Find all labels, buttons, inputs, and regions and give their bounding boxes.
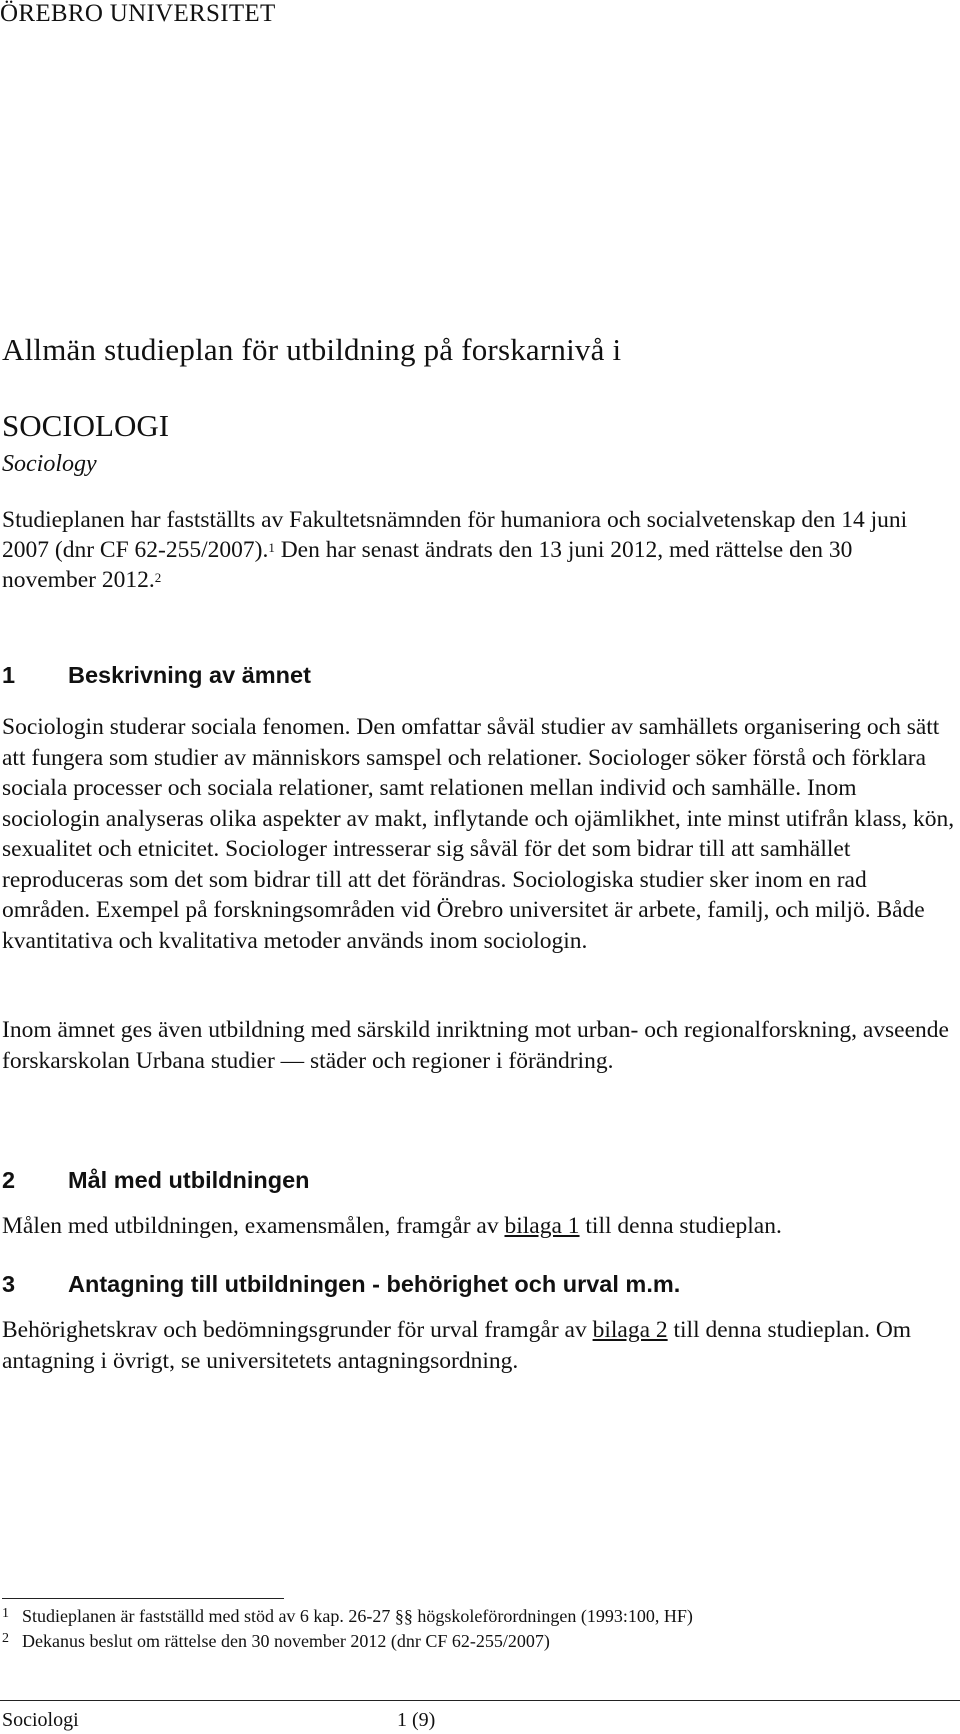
page-number: 1 (9) [397, 1709, 436, 1731]
intro-text-2: Den har senast ändrats den 13 juni 2012, med rättelse den 30 november 2012. [2, 537, 853, 593]
section-2-text-end: till denna studieplan. [579, 1213, 782, 1239]
footnote-2 [2, 1629, 550, 1653]
footer-rule [0, 1700, 960, 1701]
section-1-paragraph-2: Inom ämnet ges även utbildning med särskild inriktning mot urban- och regionalforskning, avseende forskarskolan Urbana studier — städer och regioner i förändring. [2, 1017, 949, 1074]
document-title: Allmän studieplan för utbildning på forskarnivå i [2, 332, 622, 367]
footnote-separator [2, 1598, 284, 1599]
footnote-1-text-end: högskoleförordningen (1993:100, HF) [412, 1606, 693, 1626]
section-3-text-end: till denna studieplan. Om antagning i övrigt, se universitetets antagningsordning. [2, 1317, 912, 1374]
footer-subject: Sociologi [2, 1709, 79, 1731]
university-header: ÖREBRO UNIVERSITET [0, 0, 276, 27]
subject-title: SOCIOLOGI [2, 408, 170, 443]
section-2-text: Målen med utbildningen, examensmålen, framgår av [2, 1213, 505, 1239]
intro-paragraph [2, 505, 952, 595]
bilaga-2-link[interactable]: bilaga 2 [592, 1317, 668, 1343]
section-1-heading [2, 662, 311, 689]
section-1-number: 1 [2, 662, 16, 688]
section-2-title: Mål med utbildningen [68, 1167, 310, 1193]
footnote-ref-2[interactable]: 2 [154, 570, 162, 585]
section-3-heading [2, 1271, 680, 1298]
section-2-paragraph [2, 1211, 957, 1242]
footnote-1-number: 1 [2, 1606, 9, 1621]
section-3-title: Antagning till utbildningen - behörighet och urval m.m. [68, 1271, 681, 1297]
paragraph-sign-icon: §§ [394, 1606, 413, 1626]
section-2-heading [2, 1167, 310, 1194]
section-1-paragraph-1: Sociologin studerar sociala fenomen. Den omfattar såväl studier av samhällets organisering och sätt att fungera som studier av människors samspel och relationer. Sociologer söker förstå och förklara sociala processer och sociala relationer, samt relationen mellan individ och samhälle. Inom sociologin analyseras olika aspekter av makt, inflytande och ojämlikhet, inte minst utifrån klass, kön, sexualitet och etnicitet. Sociologer intresserar sig såväl för det som bidrar till att samhället reproduceras som det som bidrar till att det förändras. Sociologiska studier sker inom en rad områden. Exempel på forskningsområden vid Örebro universitet är arbete, familj, och miljö. Både kvantitativa och kvalitativa metoder används inom sociologin. [2, 714, 955, 954]
footnote-2-number: 2 [2, 1631, 9, 1646]
footnote-1 [2, 1604, 693, 1628]
section-2-number: 2 [2, 1167, 16, 1193]
section-3-paragraph [2, 1315, 957, 1376]
footnote-ref-1[interactable]: 1 [268, 540, 275, 555]
section-1-title: Beskrivning av ämnet [68, 662, 311, 688]
section-3-number: 3 [2, 1271, 16, 1297]
footnote-2-text: Dekanus beslut om rättelse den 30 november 2012 (dnr CF 62-255/2007) [22, 1631, 550, 1651]
intro-text-1: Studieplanen har fastställts av Fakultetsnämnden för humaniora och socialvetenskap den 14 juni 2007 (dnr CF 62-255/2007). [2, 507, 908, 563]
subject-english: Sociology [2, 451, 97, 477]
footnote-1-text: Studieplanen är fastställd med stöd av 6 kap. 26-27 [22, 1606, 395, 1626]
bilaga-1-link[interactable]: bilaga 1 [504, 1213, 580, 1239]
section-3-text: Behörighetskrav och bedömningsgrunder för urval framgår av [2, 1317, 593, 1343]
